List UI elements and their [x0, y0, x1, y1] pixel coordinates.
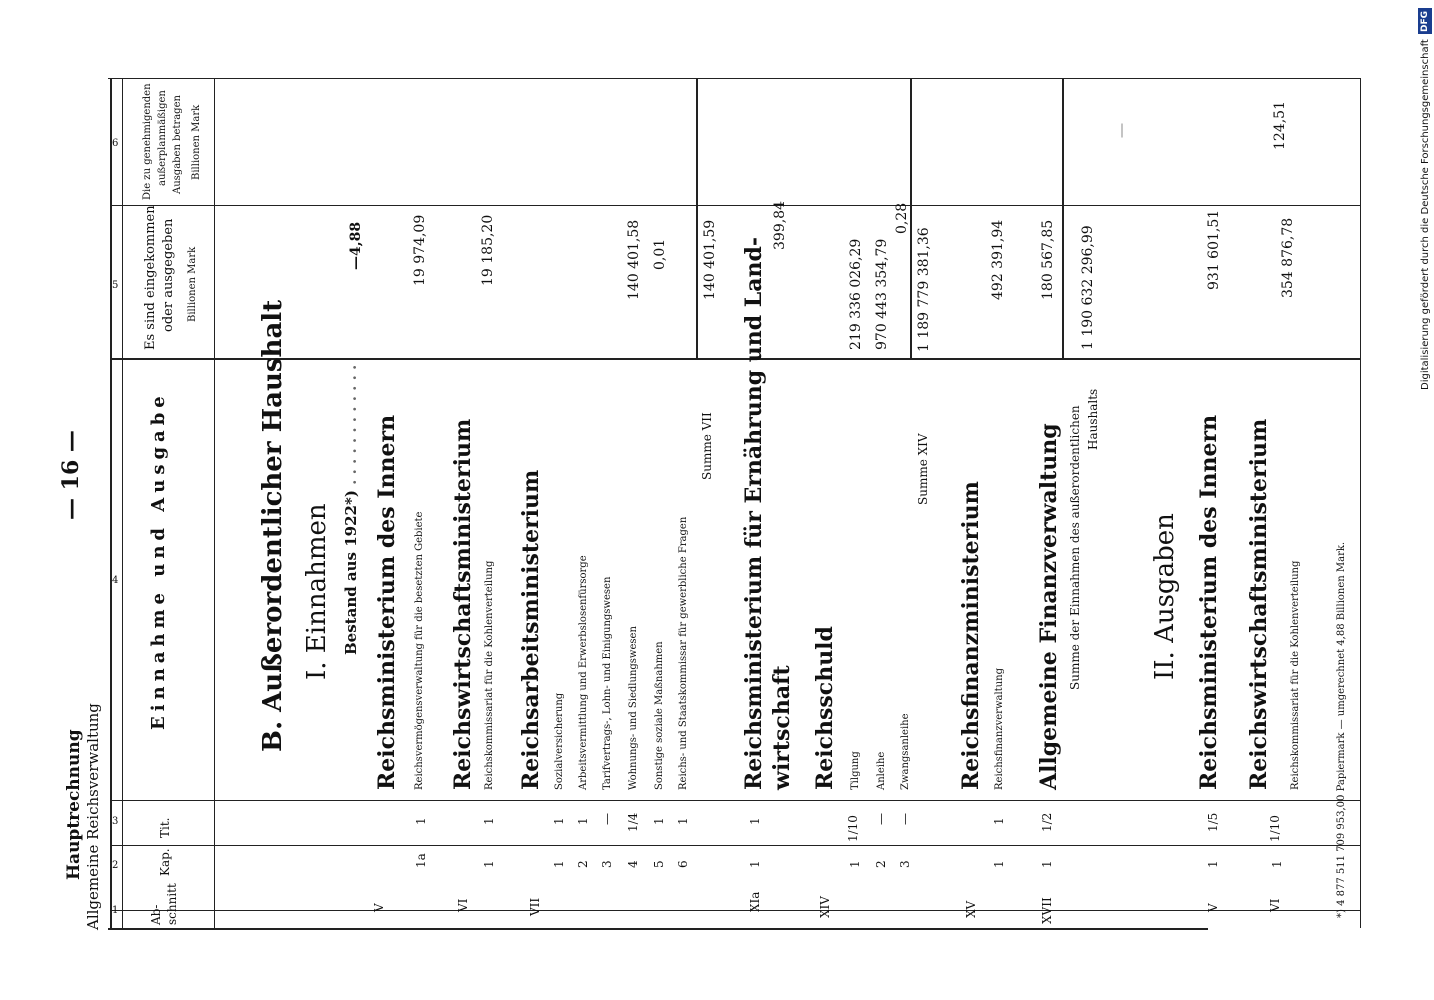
row-wohnungswesen-label: Wohnungs- und Siedlungswesen [628, 626, 639, 790]
tit-xv-1: 1 [992, 817, 1006, 825]
abschnitt-xiv: XIV [818, 896, 832, 918]
tit-a-vi-1: 1/10 [1268, 815, 1282, 842]
abschnitt-v: V [372, 903, 386, 912]
table-top-line [110, 78, 1360, 79]
sum-rule-total-6 [1062, 78, 1064, 205]
tit-a-v: 1/5 [1206, 812, 1220, 832]
col-number-5: 5 [112, 280, 119, 291]
abschnitt-xv: XV [964, 900, 978, 918]
summe-vii-label: Summe VII [700, 412, 714, 480]
ausgaben-kohlen-value: 354 876,78 [1280, 217, 1296, 298]
col-number-2: 2 [112, 860, 119, 871]
row-allg-finanz-value: 180 567,85 [1040, 219, 1056, 300]
row-anleihe-value: 970 443 354,79 [874, 238, 890, 350]
kap-a-vi-1: 1 [1270, 860, 1284, 868]
tit-xiv-2: — [874, 813, 888, 825]
kap-1a: 1a [414, 853, 428, 868]
tit-vii-3: — [600, 813, 614, 825]
kap-a-v: 1 [1206, 860, 1220, 868]
row-ernaehrung-value: 399,84 [772, 201, 788, 250]
tit-vii-5: 1 [652, 817, 666, 825]
abschnitt-xia: XIa [748, 891, 762, 912]
ausgaben-wirtschaft-heading: Reichswirtschaftsministerium [1246, 418, 1272, 790]
ministry-ernaehrung-heading: Reichsministerium für Ernährung und Land- wirtschaft [741, 236, 795, 790]
row-sonstige-value: 0,01 [652, 238, 668, 270]
row-kohlen-value: 19 185,20 [480, 214, 496, 286]
row-kohlen-label: Reichskommissariat für die Kohlenverteilung [484, 560, 495, 790]
col-header-ausserplanmaessig: Die zu genehmigenden außerplanmäßigen Ausgaben betragen Billionen Mark [142, 83, 202, 200]
tit-xiv-1: 1/10 [846, 815, 860, 842]
header-subtitle: Allgemeine Reichsverwaltung [84, 703, 102, 930]
row-wohnungswesen-value: 140 401,58 [626, 219, 642, 300]
abschnitt-xvii: XVII [1040, 897, 1054, 924]
summe-vii-value: 140 401,59 [702, 219, 718, 300]
footnote: *) 4 877 511 709 953,00 Papiermark — umgerechnet 4,88 Billionen Mark. [1336, 541, 1347, 918]
row-sonstige-label: Sonstige soziale Maßnahmen [654, 641, 665, 790]
ministry-wirtschaft-heading: Reichswirtschaftsministerium [450, 418, 476, 790]
kap-vii-5: 5 [652, 860, 666, 868]
kap-xvii: 1 [1040, 860, 1054, 868]
sum-rule-vii-6 [696, 78, 698, 205]
sum-rule-xiv [910, 205, 912, 360]
abschnitt-vi: VI [456, 898, 470, 912]
row-zwangsanleihe-label: Zwangsanleihe [900, 713, 911, 790]
ausgaben-innern-value: 931 601,51 [1206, 209, 1222, 290]
row-reichsvermoegen-value: 19 974,09 [412, 214, 428, 286]
abschnitt-a-v: V [1206, 903, 1220, 912]
tit-vii-1: 1 [552, 817, 566, 825]
einnahmen-heading: I. Einnahmen [302, 503, 332, 680]
col-sep-2-3 [110, 845, 1360, 846]
summe-xiv-value: 1 189 779 381,36 [916, 227, 932, 352]
kap-vii-3: 3 [600, 860, 614, 868]
kap-xia: 1 [748, 860, 762, 868]
summe-xiv-label: Summe XIV [916, 433, 930, 505]
col-header-eingekommen: Es sind eingekommen oder ausgegeben Billionen Mark [143, 205, 198, 350]
kap-vii-4: 4 [626, 860, 640, 868]
col-header-einnahme-ausgabe: Einnahme und Ausgabe [148, 391, 169, 730]
kap-vii-1: 1 [552, 860, 566, 868]
row-finanzverwaltung-label: Reichsfinanzverwaltung [994, 668, 1005, 790]
summe-einnahmen-label: Summe der Einnahmen des außerordentlichen Haushalts [1068, 388, 1100, 690]
col-number-4: 4 [112, 575, 119, 586]
ministry-innern-heading: Reichsministerium des Innern [374, 414, 400, 790]
ausgaben-kohlen-label: Reichskommissariat für die Kohlenverteilung [1290, 560, 1301, 790]
ministry-finanz-heading: Reichsfinanzministerium [958, 481, 984, 790]
row-arbeitsvermittlung-label: Arbeitsvermittlung und Erwerbslosenfürsorge [578, 555, 589, 790]
ausgaben-kohlen-value6: 124,51 [1272, 101, 1288, 150]
kap-xv-1: 1 [992, 860, 1006, 868]
row-zwangsanleihe-value: 0,28 [894, 202, 910, 234]
tit-xiv-3: — [898, 813, 912, 825]
tit-xia: 1 [748, 817, 762, 825]
row-tilgung-label: Tilgung [850, 751, 861, 790]
dfg-watermark: Digitalisierung gefördert durch die Deutsche Forschungsgemeinschaft [1420, 39, 1431, 390]
col-number-3: 3 [112, 816, 119, 827]
ausgaben-innern-heading: Reichsministerium des Innern [1196, 414, 1222, 790]
row-tarifvertrag-label: Tarifvertrags-, Lohn- und Einigungswesen [602, 576, 613, 790]
tit-vii-4: 1/4 [626, 812, 640, 832]
col-number-1: 1 [112, 905, 119, 916]
kap-vii-6: 6 [676, 860, 690, 868]
col-sep-4-5 [110, 358, 1360, 360]
col-sep-3-4 [110, 800, 1360, 801]
bestand-value: —4,88 [348, 221, 364, 270]
row-tilgung-value: 219 336 026,29 [848, 238, 864, 350]
kap-xiv-1: 1 [848, 860, 862, 868]
tit-xvii: 1/2 [1040, 812, 1054, 832]
row-finanzverwaltung-value: 492 391,94 [990, 219, 1006, 300]
row-anleihe-label: Anleihe [876, 751, 887, 790]
sum-rule-vii [696, 205, 698, 360]
tit-v-1: 1 [414, 817, 428, 825]
sum-rule-xiv-6 [910, 78, 912, 205]
dfg-logo: DFG [1418, 8, 1432, 34]
bestand-label: Bestand aus 1922*) . . . . . . . . . . . . [342, 364, 360, 655]
table-border-right [1360, 78, 1361, 928]
row-reichsvermoegen-label: Reichsvermögensverwaltung für die besetzten Gebiete [414, 511, 425, 790]
header-title: Hauptrechnung [64, 729, 84, 880]
col-header-abschnitt: Ab- schnitt [149, 883, 179, 925]
tit-vii-6: 1 [676, 817, 690, 825]
col-header-tit: Tit. [158, 817, 172, 838]
row-staatskommissar-label: Reichs- und Staatskommissar für gewerbliche Fragen [678, 516, 689, 790]
col-sep-5-6 [110, 205, 1360, 206]
table-border-bottom [108, 928, 1208, 930]
header-body-line [214, 78, 215, 928]
col-number-6: 6 [112, 138, 119, 149]
kap-vii-2: 2 [576, 860, 590, 868]
col-header-kap: Kap. [158, 848, 172, 876]
page-number: — 16 — [58, 430, 84, 520]
kap-xiv-2: 2 [874, 860, 888, 868]
header-num-line [122, 78, 123, 928]
abschnitt-a-vi: VI [1268, 898, 1282, 912]
allg-finanzverwaltung-heading: Allgemeine Finanzverwaltung [1036, 423, 1062, 790]
row-sozialversicherung-label: Sozialversicherung [554, 692, 565, 790]
sum-rule-total [1062, 205, 1064, 360]
abschnitt-vii: VII [528, 897, 542, 916]
reichsschuld-heading: Reichsschuld [812, 626, 838, 790]
kap-xiv-3: 3 [898, 860, 912, 868]
ministry-arbeit-heading: Reichsarbeitsministerium [518, 469, 544, 790]
ausgaben-heading: II. Ausgaben [1150, 513, 1180, 680]
tit-vii-2: 1 [576, 817, 590, 825]
col-sep-1-2 [110, 910, 1360, 911]
summe-einnahmen-value: 1 190 632 296,99 [1080, 225, 1096, 350]
kap-vi-1: 1 [482, 860, 496, 868]
tit-vi-1: 1 [482, 817, 496, 825]
section-b-heading: B. Außerordentlicher Haushalt [258, 299, 288, 752]
